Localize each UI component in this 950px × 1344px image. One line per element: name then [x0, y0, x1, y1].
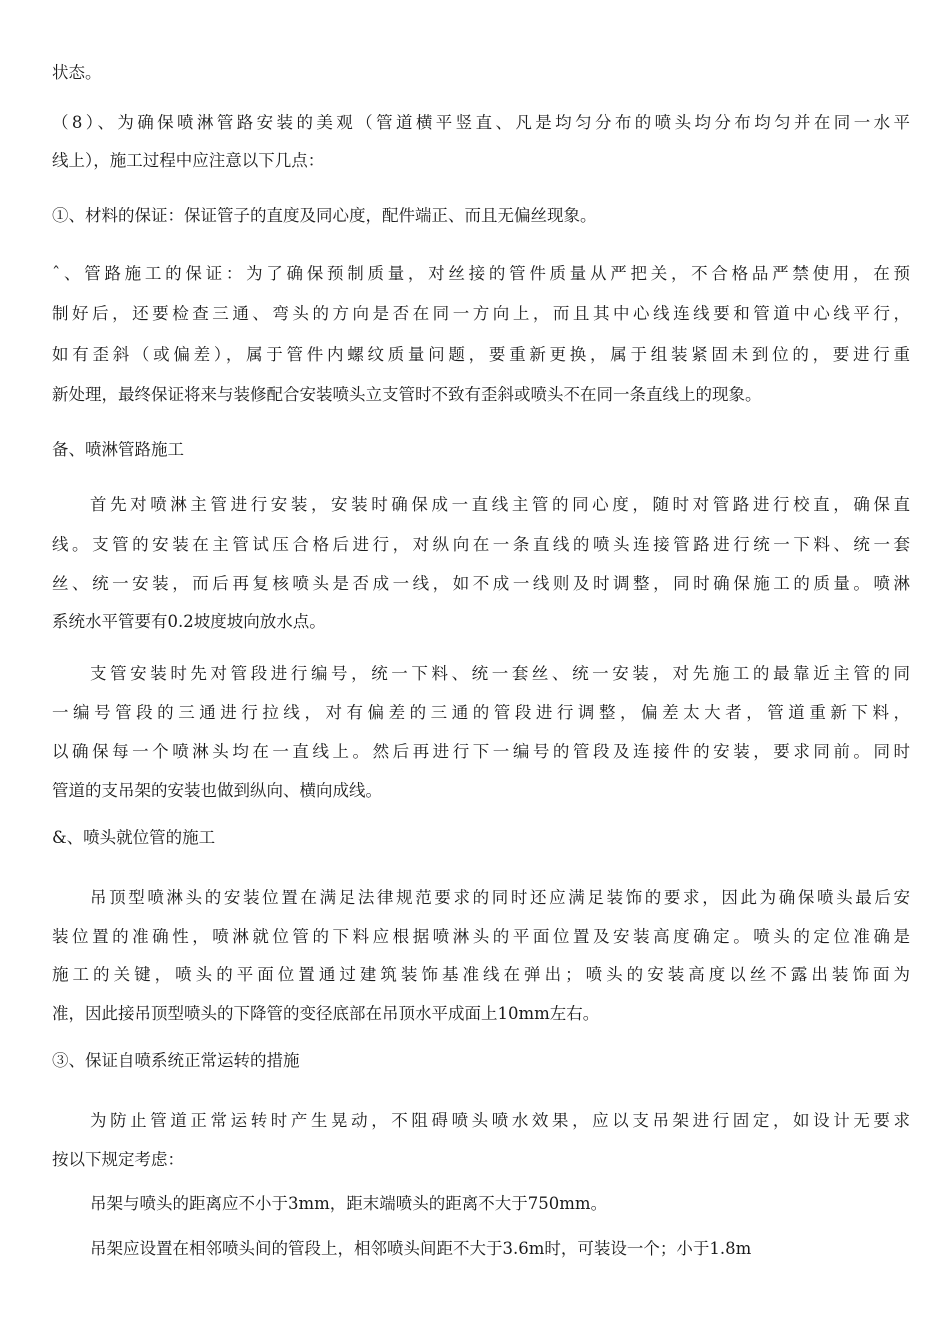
text-line: ˆ、管路施工的保证：为了确保预制质量，对丝接的管件质量从严把关，不合格品严禁使用，在预 [52, 264, 910, 283]
text-line: 支管安装时先对管段进行编号，统一下料、统一套丝、统一安装，对先施工的最靠近主管的同 [90, 664, 910, 683]
text-line: 线上），施工过程中应注意以下几点： [52, 151, 325, 170]
text-line: 吊顶型喷淋头的安装位置在满足法律规范要求的同时还应满足装饰的要求，因此为确保喷头最后安 [90, 888, 910, 907]
text-line: 准，因此接吊顶型喷头的下降管的变径底部在吊顶水平成面上10mm左右。 [52, 1004, 600, 1023]
text-line: 管道的支吊架的安装也做到纵向、横向成线。 [52, 781, 382, 800]
section-heading: 备、喷淋管路施工 [52, 440, 184, 459]
text-line: 系统水平管要有0.2坡度坡向放水点。 [52, 612, 326, 631]
text-line: 吊架与喷头的距离应不小于3mm，距末端喷头的距离不大于750mm。 [90, 1194, 608, 1213]
text-line: 如有歪斜（或偏差），属于管件内螺纹质量问题，要重新更换，属于组装紧固未到位的，要进行重 [52, 345, 910, 364]
text-line: 施工的关键，喷头的平面位置通过建筑装饰基准线在弹出；喷头的安装高度以丝不露出装饰面为 [52, 965, 910, 984]
text-line: 装位置的准确性，喷淋就位管的下料应根据喷淋头的平面位置及安装高度确定。喷头的定位准确是 [52, 927, 910, 946]
text-line: 为防止管道正常运转时产生晃动，不阻碍喷头喷水效果，应以支吊架进行固定，如设计无要求 [90, 1111, 910, 1130]
text-line: 首先对喷淋主管进行安装，安装时确保成一直线主管的同心度，随时对管路进行校直，确保直 [90, 495, 910, 514]
text-line: 状态。 [52, 63, 102, 82]
text-line: 按以下规定考虑： [52, 1150, 184, 1169]
text-line: 以确保每一个喷淋头均在一直线上。然后再进行下一编号的管段及连接件的安装，要求同前。同时 [52, 742, 910, 761]
text-line: （8）、为确保喷淋管路安装的美观（管道横平竖直、凡是均匀分布的喷头均分布均匀并在同一水平 [52, 113, 910, 132]
text-line: 吊架应设置在相邻喷头间的管段上，相邻喷头间距不大于3.6m时，可装设一个；小于1.8m [90, 1239, 752, 1258]
text-line: 线。支管的安装在主管试压合格后进行，对纵向在一条直线的喷头连接管路进行统一下料、统一套 [52, 535, 910, 554]
section-heading: ③、保证自喷系统正常运转的措施 [52, 1051, 300, 1070]
text-line: 丝、统一安装，而后再复核喷头是否成一线，如不成一线则及时调整，同时确保施工的质量。喷淋 [52, 574, 910, 593]
text-line: 一编号管段的三通进行拉线，对有偏差的三通的管段进行调整，偏差太大者，管道重新下料， [52, 703, 910, 722]
text-line: ①、材料的保证：保证管子的直度及同心度，配件端正、而且无偏丝现象。 [52, 206, 597, 225]
section-heading: &、喷头就位管的施工 [52, 828, 216, 847]
text-line: 新处理，最终保证将来与装修配合安装喷头立支管时不致有歪斜或喷头不在同一条直线上的现象。 [52, 385, 762, 404]
text-line: 制好后，还要检查三通、弯头的方向是否在同一方向上，而且其中心线连线要和管道中心线平行， [52, 304, 910, 323]
